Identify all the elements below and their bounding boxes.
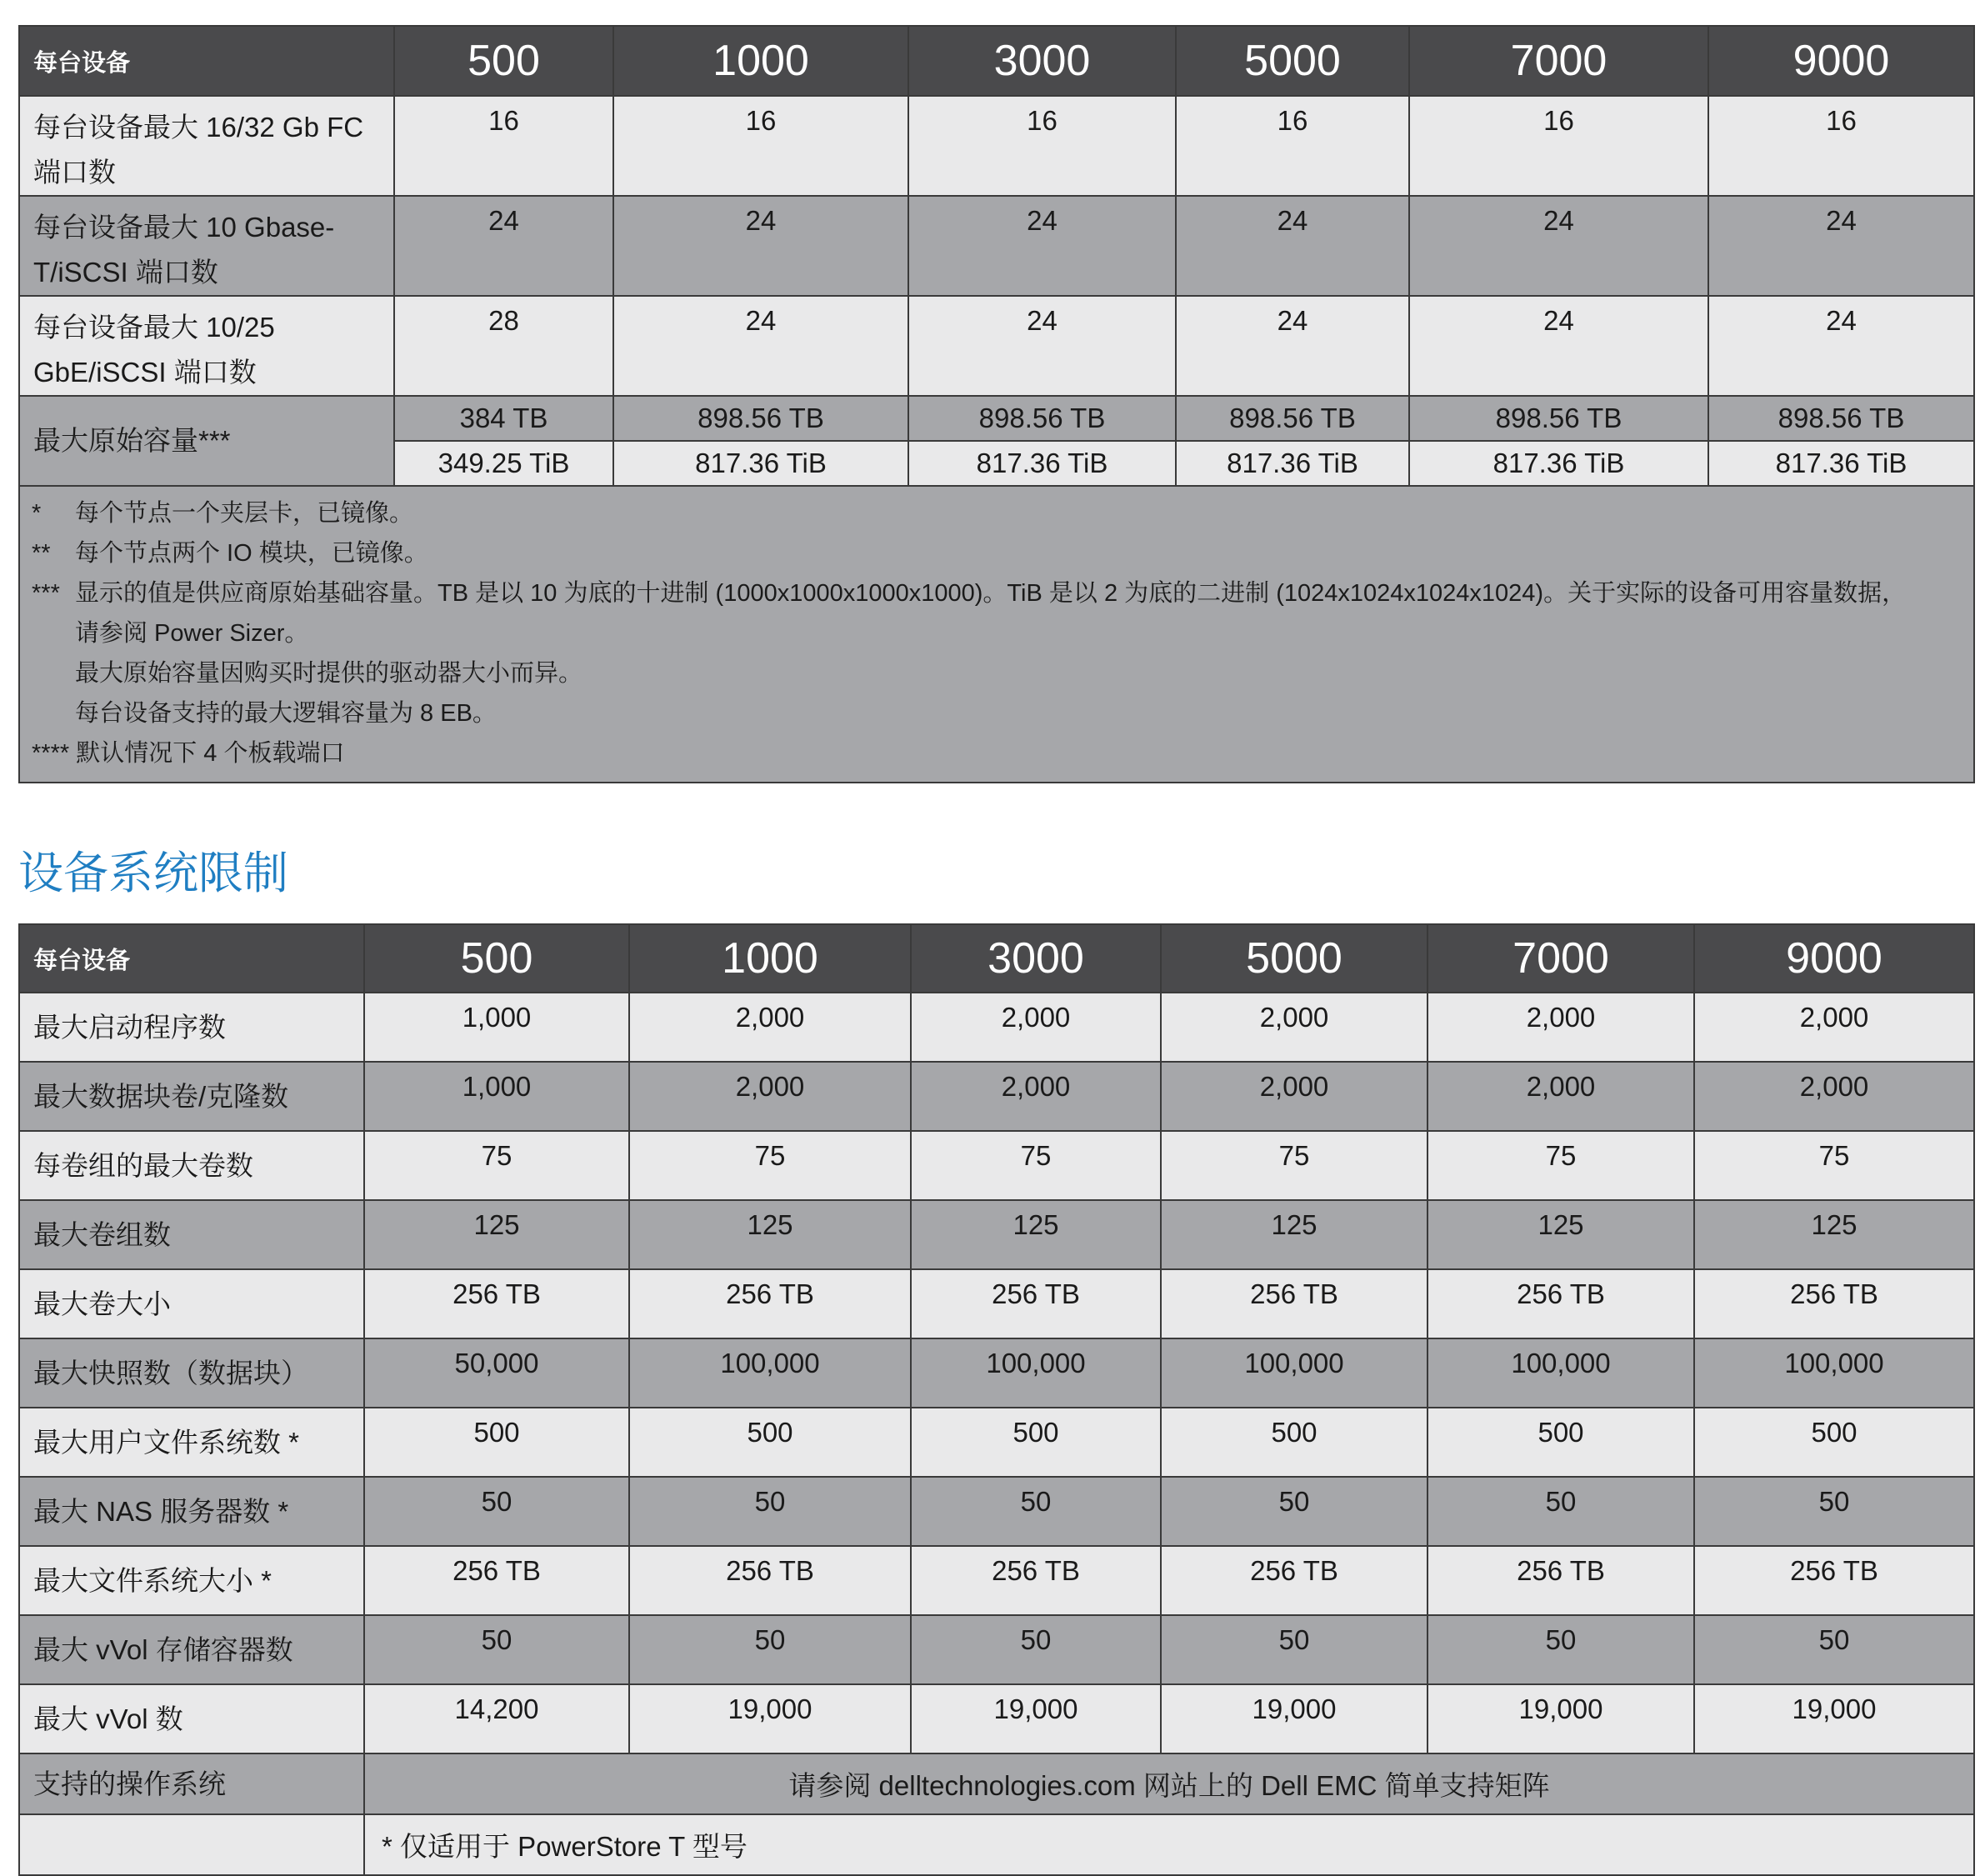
model-header: 9000: [1694, 924, 1974, 993]
footnote: [32, 693, 1962, 733]
cell-value: 817.36 TiB: [613, 441, 908, 486]
cell-value: 500: [364, 1408, 629, 1477]
cell-value: 500: [1428, 1408, 1694, 1477]
cell-value: 256 TB: [1428, 1546, 1694, 1615]
cell-value: 100,000: [1694, 1338, 1974, 1408]
cell-value: 2,000: [1694, 1062, 1974, 1131]
cell-value: 24: [1409, 196, 1708, 296]
footnote-text: 最大原始容量因购买时提供的驱动器大小而异。: [75, 660, 583, 687]
table-row: [19, 1269, 1974, 1338]
table-row: [19, 1062, 1974, 1131]
row-label: 每台设备最大 10/25 GbE/iSCSI 端口数: [19, 296, 394, 396]
empty-label-cell: [19, 1814, 364, 1875]
cell-value: 898.56 TB: [613, 396, 908, 441]
cell-value: 50: [629, 1615, 911, 1684]
cell-value: 898.56 TB: [1176, 396, 1409, 441]
cell-value: 75: [364, 1131, 629, 1200]
row-label: 最大文件系统大小 *: [19, 1546, 364, 1615]
cell-value: 256 TB: [629, 1546, 911, 1615]
model-header: 3000: [911, 924, 1161, 993]
table-row: [19, 1131, 1974, 1200]
cell-value: 2,000: [911, 993, 1161, 1062]
row-label: 最大 NAS 服务器数 *: [19, 1477, 364, 1546]
cell-value: 24: [908, 196, 1176, 296]
cell-value: 19,000: [1161, 1684, 1428, 1753]
cell-value: 898.56 TB: [1409, 396, 1708, 441]
cell-value: 75: [1161, 1131, 1428, 1200]
cell-value: 50: [911, 1477, 1161, 1546]
hardware-spec-table: [18, 25, 1975, 783]
os-support-text: 请参阅 delltechnologies.com 网站上的 Dell EMC 简单支持矩阵: [364, 1753, 1974, 1814]
cell-value: 19,000: [1428, 1684, 1694, 1753]
cell-value: 1,000: [364, 993, 629, 1062]
cell-value: 500: [911, 1408, 1161, 1477]
row-label: 最大 vVol 数: [19, 1684, 364, 1753]
cell-value: 125: [1161, 1200, 1428, 1269]
cell-value: 256 TB: [1694, 1546, 1974, 1615]
cell-value: 100,000: [1161, 1338, 1428, 1408]
os-support-row: [19, 1753, 1974, 1814]
cell-value: 817.36 TiB: [1176, 441, 1409, 486]
footnote-mark: [32, 653, 75, 693]
cell-value: 256 TB: [1428, 1269, 1694, 1338]
cell-value: 50: [1694, 1477, 1974, 1546]
table-row: [19, 1546, 1974, 1615]
cell-value: 256 TB: [629, 1269, 911, 1338]
table-row: [19, 1200, 1974, 1269]
cell-value: 500: [1694, 1408, 1974, 1477]
cell-value: 256 TB: [364, 1269, 629, 1338]
cell-value: 50: [1161, 1477, 1428, 1546]
cell-value: 24: [394, 196, 613, 296]
cell-value: 125: [364, 1200, 629, 1269]
footnote: [32, 573, 1962, 613]
row-label: 最大用户文件系统数 *: [19, 1408, 364, 1477]
cell-value: 2,000: [629, 1062, 911, 1131]
cell-value: 24: [613, 196, 908, 296]
cell-value: 50: [1694, 1615, 1974, 1684]
cell-value: 19,000: [629, 1684, 911, 1753]
table-row: [19, 1477, 1974, 1546]
cell-value: 75: [629, 1131, 911, 1200]
footnote-mark: [32, 613, 75, 653]
section-title: 设备系统限制: [18, 848, 288, 898]
header-label: 每台设备: [19, 924, 364, 993]
cell-value: 100,000: [629, 1338, 911, 1408]
row-label: 最大启动程序数: [19, 993, 364, 1062]
footnote-text: * 仅适用于 PowerStore T 型号: [364, 1814, 1974, 1875]
cell-value: 2,000: [1161, 1062, 1428, 1131]
table-row: [19, 1338, 1974, 1408]
cell-value: 16: [1708, 96, 1974, 196]
cell-value: 75: [911, 1131, 1161, 1200]
cell-value: 50: [1428, 1615, 1694, 1684]
cell-value: 24: [1708, 196, 1974, 296]
footnote-text: 每个节点两个 IO 模块，已镜像。: [75, 540, 428, 567]
cell-value: 50: [911, 1615, 1161, 1684]
notes-row: [19, 486, 1974, 783]
cell-value: 2,000: [911, 1062, 1161, 1131]
cell-value: 50,000: [364, 1338, 629, 1408]
table-row: [19, 1408, 1974, 1477]
cell-value: 2,000: [1694, 993, 1974, 1062]
cell-value: 256 TB: [1694, 1269, 1974, 1338]
cell-value: 50: [629, 1477, 911, 1546]
model-header: 9000: [1708, 26, 1974, 96]
cell-value: 16: [394, 96, 613, 196]
row-label: 最大 vVol 存储容器数: [19, 1615, 364, 1684]
cell-value: 16: [1409, 96, 1708, 196]
cell-value: 817.36 TiB: [1708, 441, 1974, 486]
cell-value: 50: [1161, 1615, 1428, 1684]
row-label: 最大卷大小: [19, 1269, 364, 1338]
table-row: [19, 1615, 1974, 1684]
cell-value: 256 TB: [911, 1546, 1161, 1615]
cell-value: 898.56 TB: [908, 396, 1176, 441]
footnote: [32, 533, 1962, 573]
cell-value: 100,000: [1428, 1338, 1694, 1408]
cell-value: 2,000: [1428, 1062, 1694, 1131]
cell-value: 2,000: [1428, 993, 1694, 1062]
cell-value: 2,000: [629, 993, 911, 1062]
system-limits-table: [18, 923, 1975, 1876]
cell-value: 24: [1176, 296, 1409, 396]
cell-value: 19,000: [911, 1684, 1161, 1753]
cell-value: 256 TB: [1161, 1269, 1428, 1338]
model-header: 1000: [629, 924, 911, 993]
cell-value: 500: [629, 1408, 911, 1477]
model-header: 7000: [1428, 924, 1694, 993]
cell-value: 125: [911, 1200, 1161, 1269]
footnote-mark: *: [32, 500, 42, 527]
row-label: 最大卷组数: [19, 1200, 364, 1269]
footnote-mark: **: [32, 540, 51, 567]
cell-value: 75: [1428, 1131, 1694, 1200]
cell-value: 256 TB: [364, 1546, 629, 1615]
table-row: [19, 296, 1974, 396]
cell-value: 19,000: [1694, 1684, 1974, 1753]
table-header-row: [19, 924, 1974, 993]
cell-value: 50: [1428, 1477, 1694, 1546]
footnote: [32, 493, 1962, 533]
table-row: [19, 96, 1974, 196]
cell-value: 75: [1694, 1131, 1974, 1200]
table-row: [19, 1684, 1974, 1753]
cell-value: 349.25 TiB: [394, 441, 613, 486]
model-header: 5000: [1161, 924, 1428, 993]
cell-value: 125: [629, 1200, 911, 1269]
footnote-mark: [32, 693, 75, 733]
row-label: 最大快照数（数据块）: [19, 1338, 364, 1408]
footnote-text: 显示的值是供应商原始基础容量。TB 是以 10 为底的十进制 (1000x1000x1000x1000)。TiB 是以 2 为底的二进制 (1024x1024x1024x1024)。关于实际的设备可用容量数据，: [75, 580, 1907, 607]
cell-value: 817.36 TiB: [1409, 441, 1708, 486]
footnote-row: [19, 1814, 1974, 1875]
row-label: 每台设备最大 16/32 Gb FC 端口数: [19, 96, 394, 196]
cell-value: 256 TB: [1161, 1546, 1428, 1615]
cell-value: 500: [1161, 1408, 1428, 1477]
cell-value: 256 TB: [911, 1269, 1161, 1338]
cell-value: 817.36 TiB: [908, 441, 1176, 486]
model-header: 1000: [613, 26, 908, 96]
cell-value: 24: [908, 296, 1176, 396]
model-header: 500: [394, 26, 613, 96]
footnote-text: 每个节点一个夹层卡，已镜像。: [75, 500, 414, 527]
row-label: 每台设备最大 10 Gbase-T/iSCSI 端口数: [19, 196, 394, 296]
cell-value: 1,000: [364, 1062, 629, 1131]
table-header-row: [19, 26, 1974, 96]
table-row: [19, 993, 1974, 1062]
cell-value: 125: [1428, 1200, 1694, 1269]
model-header: 500: [364, 924, 629, 993]
footnote: [32, 733, 1962, 773]
row-label: 每卷组的最大卷数: [19, 1131, 364, 1200]
model-header: 7000: [1409, 26, 1708, 96]
cell-value: 24: [1409, 296, 1708, 396]
footnote: [32, 613, 1962, 653]
cell-value: 14,200: [364, 1684, 629, 1753]
cell-value: 24: [1176, 196, 1409, 296]
cell-value: 898.56 TB: [1708, 396, 1974, 441]
row-label: 最大数据块卷/克隆数: [19, 1062, 364, 1131]
cell-value: 28: [394, 296, 613, 396]
row-label: 支持的操作系统: [19, 1753, 364, 1814]
cell-value: 2,000: [1161, 993, 1428, 1062]
row-label: 最大原始容量***: [19, 396, 394, 486]
cell-value: 100,000: [911, 1338, 1161, 1408]
cell-value: 24: [613, 296, 908, 396]
model-header: 5000: [1176, 26, 1409, 96]
cell-value: 16: [1176, 96, 1409, 196]
cell-value: 384 TB: [394, 396, 613, 441]
cell-value: 50: [364, 1615, 629, 1684]
cell-value: 50: [364, 1477, 629, 1546]
cell-value: 16: [908, 96, 1176, 196]
model-header: 3000: [908, 26, 1176, 96]
cell-value: 24: [1708, 296, 1974, 396]
footnote-text: 请参阅 Power Sizer。: [75, 620, 309, 647]
footnote-text: **** 默认情况下 4 个板载端口: [32, 740, 345, 767]
cell-value: 16: [613, 96, 908, 196]
cell-value: 125: [1694, 1200, 1974, 1269]
footnote: [32, 653, 1962, 693]
footnote-text: 每台设备支持的最大逻辑容量为 8 EB。: [75, 700, 497, 727]
footnotes: [19, 486, 1974, 783]
table-row: [19, 196, 1974, 296]
header-label: 每台设备: [19, 26, 394, 96]
footnote-mark: ***: [32, 580, 60, 607]
capacity-tb-row: [19, 396, 1974, 441]
